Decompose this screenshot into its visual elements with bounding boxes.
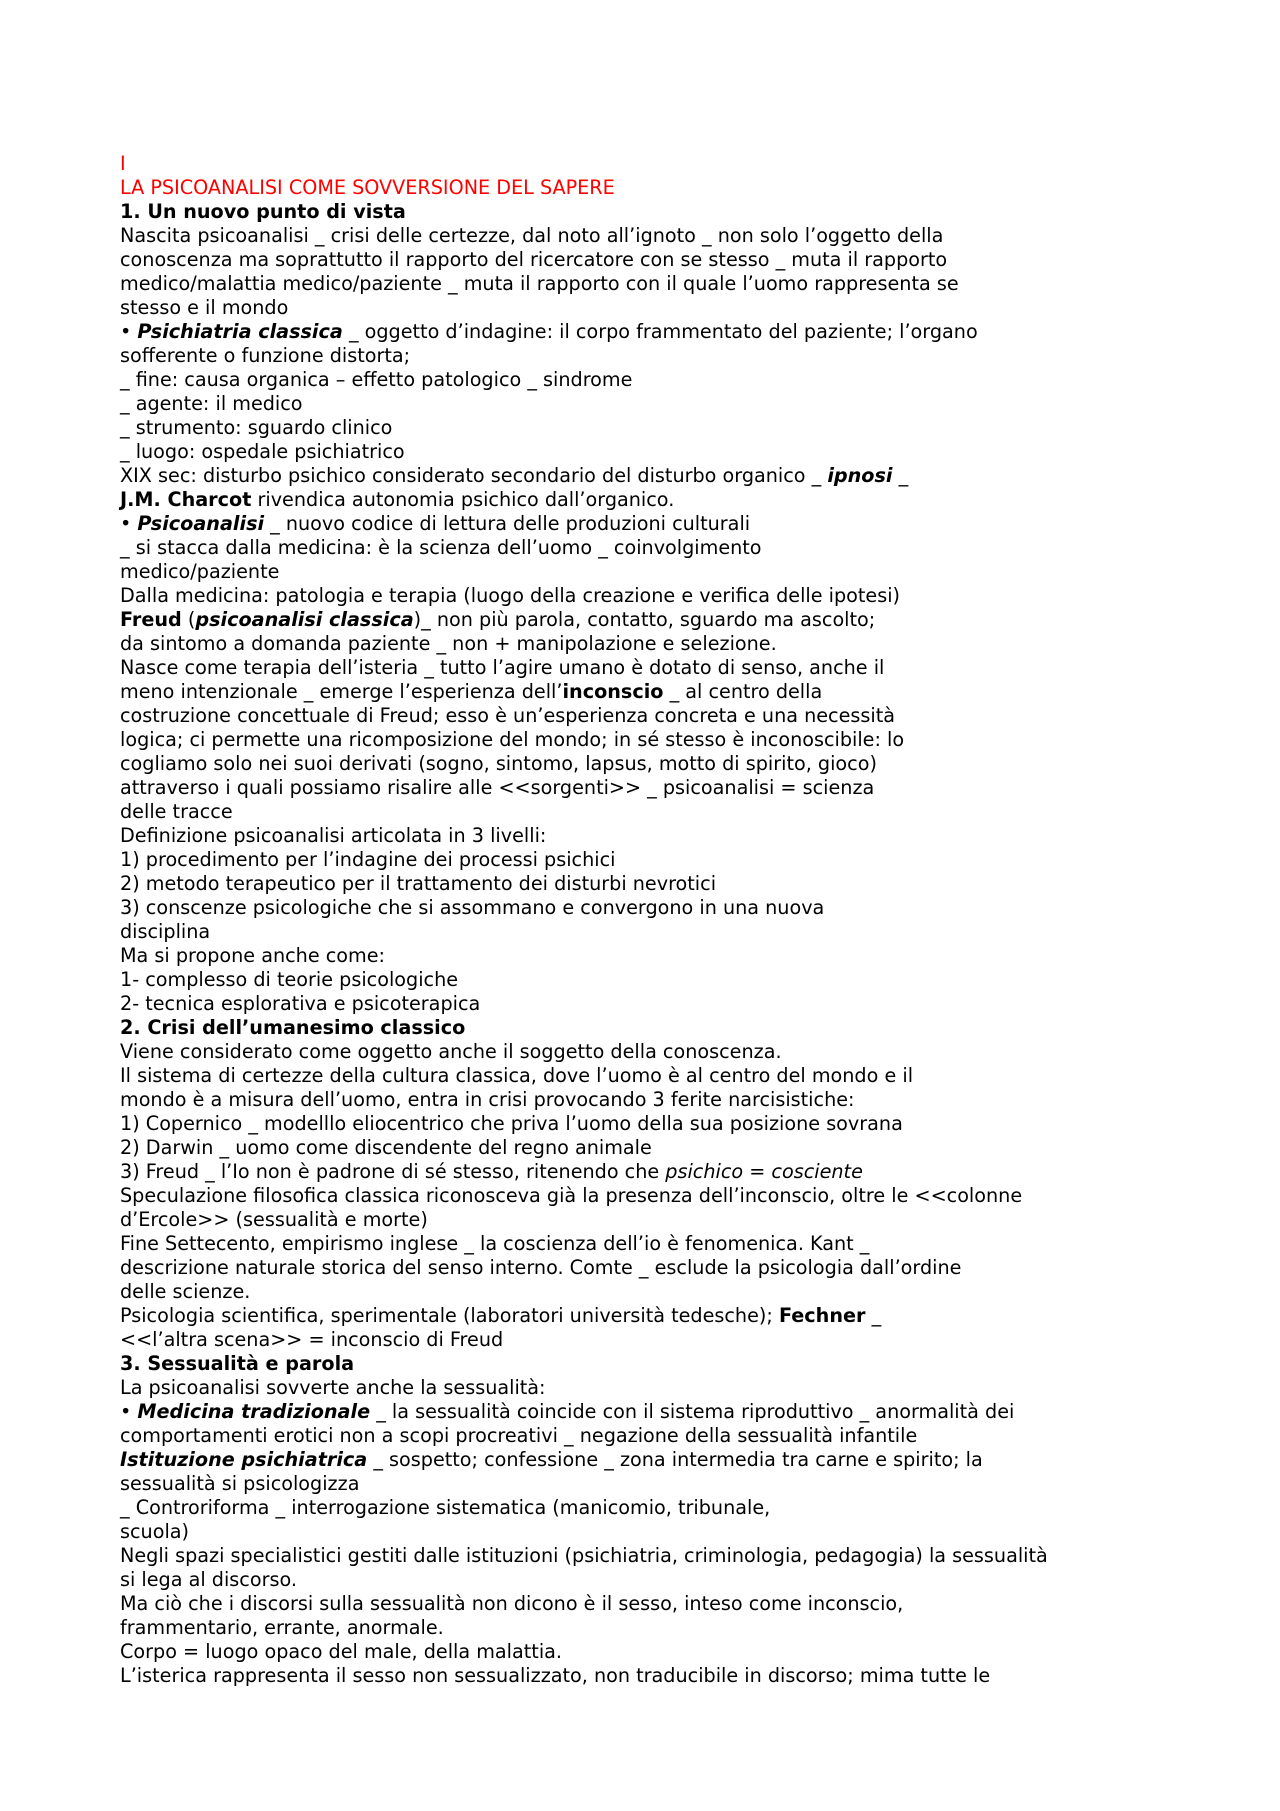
text-line <box>120 896 1180 920</box>
text-line <box>120 248 1180 272</box>
text-run: _ Controriforma _ interrogazione sistematica (manicomio, tribunale, <box>120 1496 771 1519</box>
text-run: _ al centro della <box>663 680 823 703</box>
text-line <box>120 1328 1180 1352</box>
text-line <box>120 272 1180 296</box>
text-line <box>120 1496 1180 1520</box>
text-run: 1- complesso di teorie psicologiche <box>120 968 459 991</box>
text-line <box>120 824 1180 848</box>
text-line <box>120 1064 1180 1088</box>
text-line <box>120 464 1180 488</box>
text-run: _ <box>865 1304 882 1327</box>
text-run: La psicoanalisi sovverte anche la sessualità: <box>120 1376 546 1399</box>
bold-text: Freud <box>120 608 182 631</box>
text-run: )_ non più parola, contatto, sguardo ma ascolto; <box>413 608 876 631</box>
text-line <box>120 968 1180 992</box>
text-line <box>120 1040 1180 1064</box>
chapter-heading-text: I <box>120 152 126 175</box>
text-line <box>120 584 1180 608</box>
bold-italic-text: Medicina tradizionale <box>137 1400 371 1423</box>
text-line <box>120 1592 1180 1616</box>
text-line <box>120 992 1180 1016</box>
text-run: costruzione concettuale di Freud; esso è un’esperienza concreta e una necessità <box>120 704 896 727</box>
text-line <box>120 512 1180 536</box>
text-line <box>120 704 1180 728</box>
text-run: _ agente: il medico <box>120 392 303 415</box>
text-line <box>120 1232 1180 1256</box>
text-run: sessualità si psicologizza <box>120 1472 360 1495</box>
text-run: Definizione psicoanalisi articolata in 3 livelli: <box>120 824 547 847</box>
text-line <box>120 1352 1180 1376</box>
text-run: _ sospetto; confessione _ zona intermedia tra carne e spirito; la <box>367 1448 983 1471</box>
bold-italic-text: ipnosi <box>827 464 893 487</box>
text-run: _ fine: causa organica – effetto patologico _ sindrome <box>120 368 633 391</box>
text-line <box>120 800 1180 824</box>
text-run: logica; ci permette una ricomposizione del mondo; in sé stesso è inconoscibile: lo <box>120 728 905 751</box>
text-line <box>120 1472 1180 1496</box>
text-line <box>120 560 1180 584</box>
text-run: _ oggetto d’indagine: il corpo frammentato del paziente; l’organo <box>342 320 978 343</box>
bold-text: 3. Sessualità e parola <box>120 1352 355 1375</box>
text-run: stesso e il mondo <box>120 296 289 319</box>
text-line <box>120 440 1180 464</box>
bold-italic-text: Psichiatria classica <box>137 320 343 343</box>
text-run: • <box>120 512 138 535</box>
text-line <box>120 224 1180 248</box>
text-run: • <box>120 1400 138 1423</box>
text-line <box>120 200 1180 224</box>
text-run: sofferente o funzione distorta; <box>120 344 411 367</box>
text-run: _ strumento: sguardo clinico <box>120 416 393 439</box>
text-run: delle tracce <box>120 800 233 823</box>
text-line <box>120 1640 1180 1664</box>
text-run: 2) metodo terapeutico per il trattamento dei disturbi nevrotici <box>120 872 717 895</box>
text-run: • <box>120 320 138 343</box>
text-line <box>120 1376 1180 1400</box>
text-run: 2) Darwin _ uomo come discendente del regno animale <box>120 1136 652 1159</box>
text-run: scuola) <box>120 1520 190 1543</box>
bold-italic-text: Psicoanalisi <box>137 512 265 535</box>
text-run: L’isterica rappresenta il sesso non sessualizzato, non traducibile in discorso; mima tutte le <box>120 1664 991 1687</box>
text-line <box>120 1016 1180 1040</box>
text-run: _ nuovo codice di lettura delle produzioni culturali <box>264 512 751 535</box>
text-run: da sintomo a domanda paziente _ non + manipolazione e selezione. <box>120 632 777 655</box>
text-line <box>120 1424 1180 1448</box>
text-line <box>120 1400 1180 1424</box>
text-line <box>120 1160 1180 1184</box>
text-run: Fine Settecento, empirismo inglese _ la coscienza dell’io è fenomenica. Kant _ <box>120 1232 870 1255</box>
text-run: Il sistema di certezze della cultura classica, dove l’uomo è al centro del mondo e il <box>120 1064 914 1087</box>
text-run: frammentario, errante, anormale. <box>120 1616 444 1639</box>
text-line <box>120 728 1180 752</box>
text-line <box>120 1544 1180 1568</box>
text-run: _ la sessualità coincide con il sistema riproduttivo _ anormalità dei <box>370 1400 1015 1423</box>
text-run: _ luogo: ospedale psichiatrico <box>120 440 405 463</box>
text-line <box>120 1184 1180 1208</box>
text-run: Ma ciò che i discorsi sulla sessualità non dicono è il sesso, inteso come inconscio, <box>120 1592 904 1615</box>
text-run: Nascita psicoanalisi _ crisi delle certezze, dal noto all’ignoto _ non solo l’oggetto della <box>120 224 944 247</box>
text-line <box>120 1280 1180 1304</box>
text-line <box>120 536 1180 560</box>
text-line <box>120 1112 1180 1136</box>
text-line <box>120 920 1180 944</box>
text-run: <<l’altra scena>> = inconscio di Freud <box>120 1328 504 1351</box>
text-line <box>120 368 1180 392</box>
bold-text: inconscio <box>562 680 664 703</box>
text-line <box>120 752 1180 776</box>
text-line <box>120 344 1180 368</box>
text-line <box>120 656 1180 680</box>
text-line <box>120 1088 1180 1112</box>
text-run: Nasce come terapia dell’isteria _ tutto l’agire umano è dotato di senso, anche il <box>120 656 885 679</box>
text-line <box>120 296 1180 320</box>
text-run: XIX sec: disturbo psichico considerato secondario del disturbo organico _ <box>120 464 828 487</box>
text-line <box>120 488 1180 512</box>
text-line <box>120 1616 1180 1640</box>
text-run: medico/paziente <box>120 560 280 583</box>
italic-text: psichico = cosciente <box>665 1160 863 1183</box>
text-line <box>120 416 1180 440</box>
bold-italic-text: psicoanalisi classica <box>195 608 414 631</box>
text-line <box>120 680 1180 704</box>
text-run: Speculazione filosofica classica riconosceva già la presenza dell’inconscio, oltre le <<colonne <box>120 1184 1023 1207</box>
chapter-heading-text: LA PSICOANALISI COME SOVVERSIONE DEL SAPERE <box>120 176 615 199</box>
text-line <box>120 176 1180 200</box>
text-run: Psicologia scientifica, sperimentale (laboratori università tedesche); <box>120 1304 779 1327</box>
text-line <box>120 392 1180 416</box>
text-line <box>120 152 1180 176</box>
text-run: cogliamo solo nei suoi derivati (sogno, sintomo, lapsus, motto di spirito, gioco) <box>120 752 877 775</box>
text-line <box>120 1520 1180 1544</box>
text-line <box>120 1136 1180 1160</box>
text-run: Negli spazi specialistici gestiti dalle istituzioni (psichiatria, criminologia, pedagogia) la sessualità <box>120 1544 1048 1567</box>
bold-text: 2. Crisi dell’umanesimo classico <box>120 1016 466 1039</box>
text-run: _ <box>892 464 909 487</box>
text-run: Corpo = luogo opaco del male, della malattia. <box>120 1640 563 1663</box>
text-run: Viene considerato come oggetto anche il soggetto della conoscenza. <box>120 1040 782 1063</box>
text-line <box>120 1304 1180 1328</box>
text-run: conoscenza ma soprattutto il rapporto del ricercatore con se stesso _ muta il rapporto <box>120 248 948 271</box>
bold-text: J.M. Charcot <box>120 488 252 511</box>
text-line <box>120 320 1180 344</box>
text-run: rivendica autonomia psichico dall’organico. <box>251 488 675 511</box>
text-run: meno intenzionale _ emerge l’esperienza dell’ <box>120 680 563 703</box>
text-line <box>120 944 1180 968</box>
text-run: comportamenti erotici non a scopi procreativi _ negazione della sessualità infantile <box>120 1424 918 1447</box>
text-run: 1) procedimento per l’indagine dei processi psichici <box>120 848 616 871</box>
text-run: 1) Copernico _ modelllo eliocentrico che priva l’uomo della sua posizione sovrana <box>120 1112 903 1135</box>
document-page <box>120 152 1180 1688</box>
bold-text: 1. Un nuovo punto di vista <box>120 200 406 223</box>
text-line <box>120 608 1180 632</box>
text-line <box>120 1208 1180 1232</box>
text-line <box>120 872 1180 896</box>
text-run: ( <box>181 608 196 631</box>
text-run: _ si stacca dalla medicina: è la scienza dell’uomo _ coinvolgimento <box>120 536 762 559</box>
text-line <box>120 1256 1180 1280</box>
text-run: 3) Freud _ l’Io non è padrone di sé stesso, ritenendo che <box>120 1160 666 1183</box>
text-run: Dalla medicina: patologia e terapia (luogo della creazione e verifica delle ipotesi) <box>120 584 901 607</box>
text-run: d’Ercole>> (sessualità e morte) <box>120 1208 428 1231</box>
text-run: 2- tecnica esplorativa e psicoterapica <box>120 992 481 1015</box>
text-line <box>120 848 1180 872</box>
text-line <box>120 1448 1180 1472</box>
text-line <box>120 776 1180 800</box>
bold-italic-text: Istituzione psichiatrica <box>120 1448 368 1471</box>
text-run: 3) conscenze psicologiche che si assommano e convergono in una nuova <box>120 896 825 919</box>
text-run: medico/malattia medico/paziente _ muta il rapporto con il quale l’uomo rappresenta se <box>120 272 959 295</box>
text-run: disciplina <box>120 920 211 943</box>
text-line <box>120 1568 1180 1592</box>
text-line <box>120 1664 1180 1688</box>
text-run: Ma si propone anche come: <box>120 944 385 967</box>
text-run: delle scienze. <box>120 1280 251 1303</box>
text-run: si lega al discorso. <box>120 1568 297 1591</box>
text-run: descrizione naturale storica del senso interno. Comte _ esclude la psicologia dall’ordine <box>120 1256 962 1279</box>
text-line <box>120 632 1180 656</box>
text-run: attraverso i quali possiamo risalire alle <<sorgenti>> _ psicoanalisi = scienza <box>120 776 875 799</box>
text-run: mondo è a misura dell’uomo, entra in crisi provocando 3 ferite narcisistiche: <box>120 1088 855 1111</box>
bold-text: Fechner <box>778 1304 866 1327</box>
